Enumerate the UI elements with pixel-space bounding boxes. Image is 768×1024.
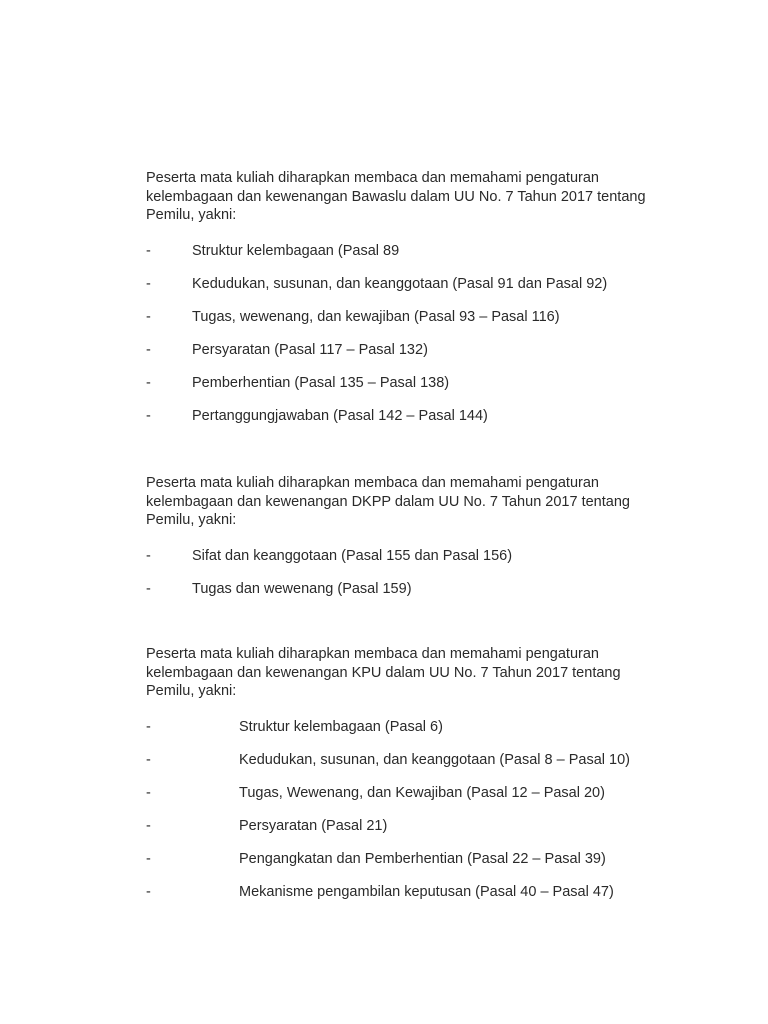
list-item-text: Tugas dan wewenang (Pasal 159) (192, 580, 412, 597)
list-item-text: Pemberhentian (Pasal 135 – Pasal 138) (192, 374, 450, 391)
list-item (146, 407, 646, 440)
list-item-text: Pengangkatan dan Pemberhentian (Pasal 22 – Pasal 39) (239, 850, 606, 867)
list-item-text: Pertanggungjawaban (Pasal 142 – Pasal 144) (192, 407, 488, 424)
dash-bullet: - (146, 407, 151, 424)
list-item-text: Kedudukan, susunan, dan keanggotaan (Pasal 8 – Pasal 10) (239, 751, 630, 768)
list-item (146, 547, 646, 580)
dash-bullet: - (146, 850, 151, 867)
list-item (146, 308, 646, 341)
dash-bullet: - (146, 580, 151, 597)
section-bawaslu (146, 169, 646, 440)
list-item-text: Tugas, wewenang, dan kewajiban (Pasal 93 – Pasal 116) (192, 308, 560, 325)
list-item (146, 580, 646, 613)
list-item (146, 275, 646, 308)
list-item-text: Struktur kelembagaan (Pasal 6) (239, 718, 443, 735)
list-item-text: Persyaratan (Pasal 117 – Pasal 132) (192, 341, 428, 358)
list-item (146, 883, 646, 916)
list-item-text: Kedudukan, susunan, dan keanggotaan (Pasal 91 dan Pasal 92) (192, 275, 608, 292)
section-intro: Peserta mata kuliah diharapkan membaca dan memahami pengaturan kelembagaan dan kewenangan DKPP dalam UU No. 7 Tahun 2017 tentang Pemilu, yakni: (146, 475, 630, 528)
list-item (146, 718, 646, 751)
section-dkpp (146, 474, 646, 613)
list-item (146, 784, 646, 817)
dash-bullet: - (146, 817, 151, 834)
dash-bullet: - (146, 883, 151, 900)
list-item (146, 242, 646, 275)
dash-bullet: - (146, 341, 151, 358)
dash-bullet: - (146, 547, 151, 564)
list-item (146, 374, 646, 407)
list-item (146, 341, 646, 374)
list-item (146, 751, 646, 784)
dash-bullet: - (146, 374, 151, 391)
list-item-text: Sifat dan keanggotaan (Pasal 155 dan Pasal 156) (192, 547, 513, 564)
article-list (146, 718, 646, 916)
list-item-text: Mekanisme pengambilan keputusan (Pasal 40 – Pasal 47) (239, 883, 614, 900)
list-item (146, 850, 646, 883)
list-item-text: Struktur kelembagaan (Pasal 89 (192, 242, 400, 259)
dash-bullet: - (146, 784, 151, 801)
dash-bullet: - (146, 718, 151, 735)
list-item-text: Tugas, Wewenang, dan Kewajiban (Pasal 12 – Pasal 20) (239, 784, 605, 801)
list-item (146, 817, 646, 850)
section-kpu (146, 645, 646, 916)
dash-bullet: - (146, 275, 151, 292)
article-list (146, 547, 646, 613)
article-list (146, 242, 646, 440)
list-item-text: Persyaratan (Pasal 21) (239, 817, 388, 834)
dash-bullet: - (146, 242, 151, 259)
dash-bullet: - (146, 308, 151, 325)
section-intro: Peserta mata kuliah diharapkan membaca dan memahami pengaturan kelembagaan dan kewenangan Bawaslu dalam UU No. 7 Tahun 2017 tentang Pemilu, yakni: (146, 170, 646, 223)
dash-bullet: - (146, 751, 151, 768)
section-intro: Peserta mata kuliah diharapkan membaca dan memahami pengaturan kelembagaan dan kewenangan KPU dalam UU No. 7 Tahun 2017 tentang Pemilu, yakni: (146, 646, 621, 699)
